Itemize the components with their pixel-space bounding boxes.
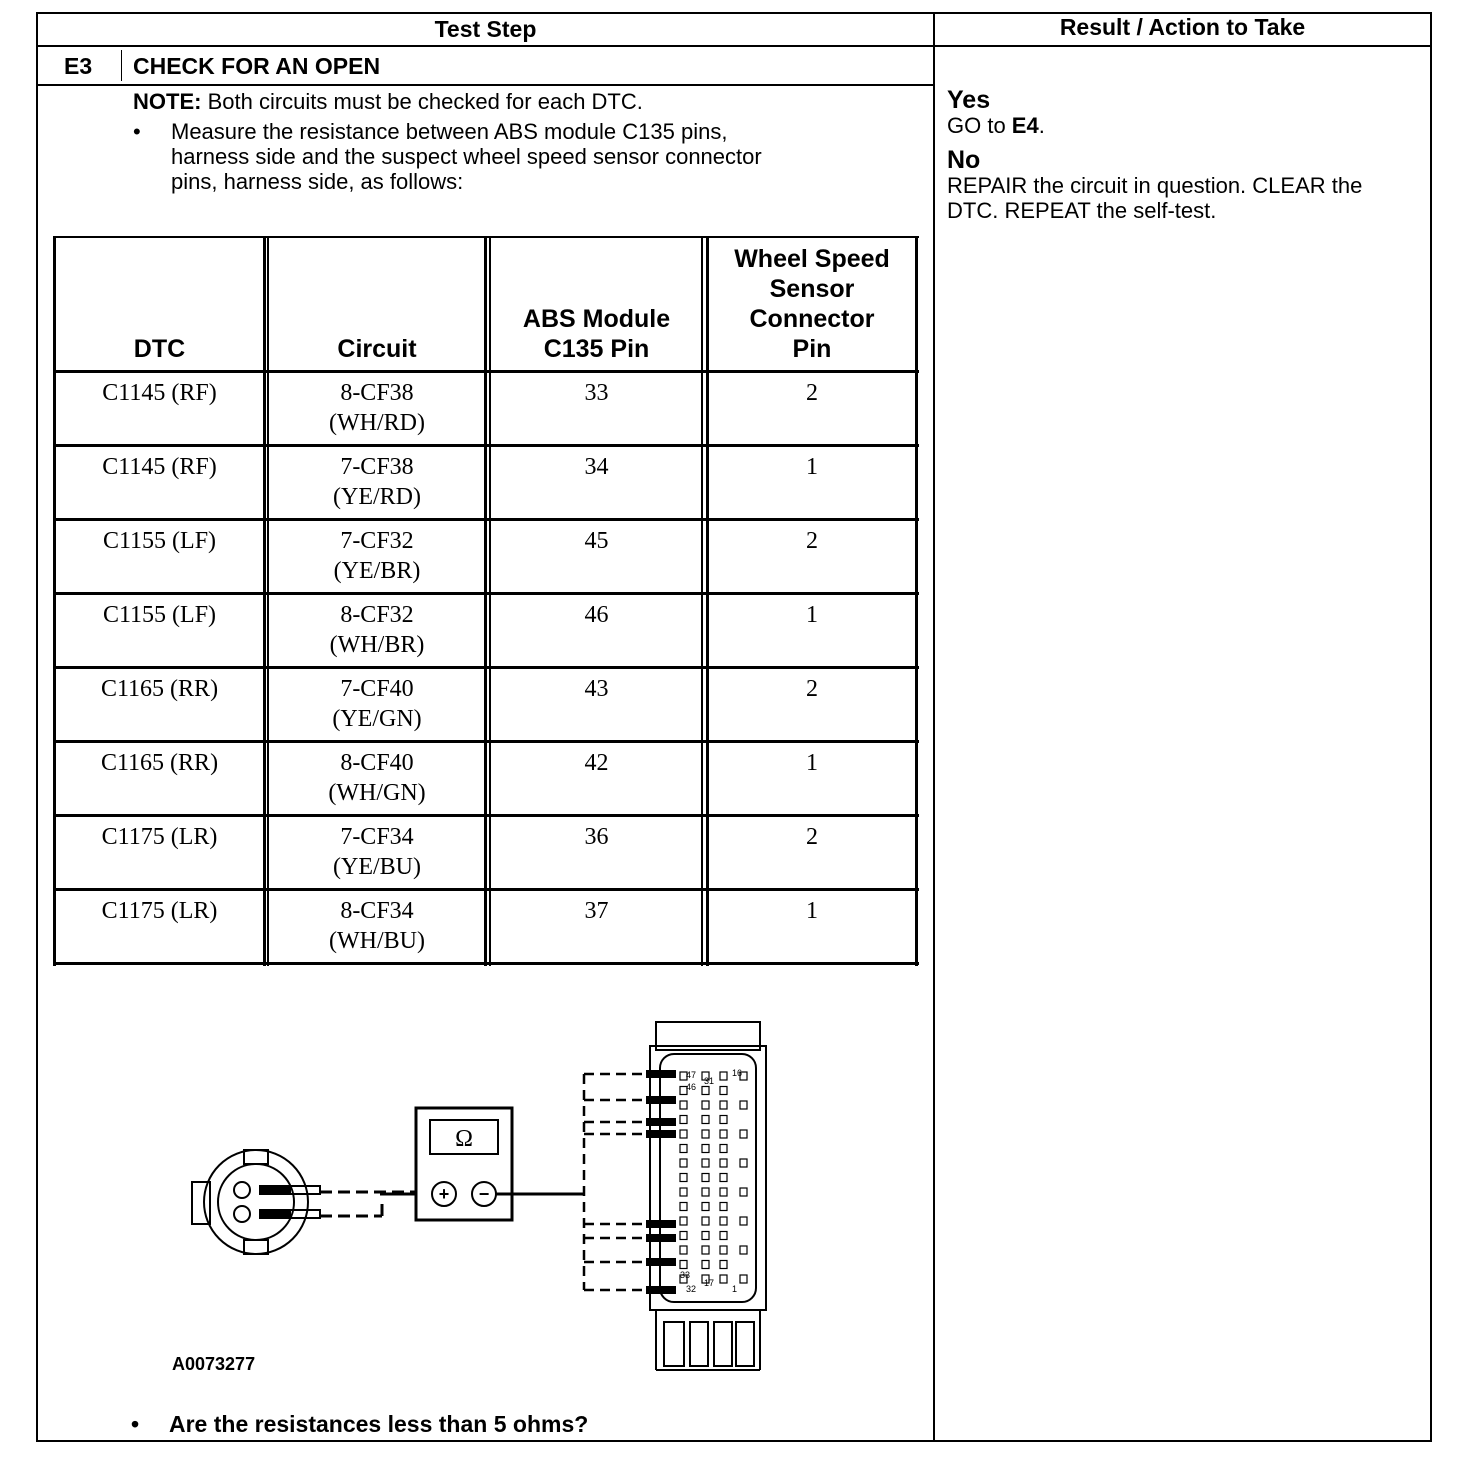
- table-row-divider: [53, 592, 919, 595]
- connector-pin: [680, 1188, 687, 1196]
- connector-pin: [702, 1232, 709, 1240]
- step-title-divider: [36, 84, 934, 86]
- cell-dtc: [56, 452, 263, 482]
- connector-pin: [720, 1116, 727, 1124]
- cell-line: (YE/GN): [332, 706, 422, 732]
- connector-pin: [680, 1145, 687, 1153]
- cell-line: (YE/BR): [333, 558, 421, 584]
- connector-pin: [680, 1174, 687, 1182]
- cell-line: (WH/GN): [328, 780, 426, 806]
- cell-line: (WH/RD): [329, 410, 425, 436]
- connector-pin: [740, 1217, 747, 1225]
- cell-line: 2: [806, 528, 818, 554]
- note-text: Both circuits must be checked for each DTC.: [207, 89, 643, 114]
- no-line-1: REPAIR the circuit in question. CLEAR the: [947, 173, 1363, 198]
- connector-pin: [702, 1246, 709, 1254]
- connector-pin: [702, 1159, 709, 1167]
- cell-line: 8-CF32: [340, 602, 414, 628]
- cell-sensor-pin: [709, 822, 915, 852]
- test-connection-diagram: [180, 1010, 800, 1380]
- table-row-divider: [53, 518, 919, 521]
- connector-pin: [720, 1275, 727, 1283]
- cell-dtc: [56, 822, 263, 852]
- cell-line: 42: [584, 750, 609, 776]
- connector-pin: [740, 1188, 747, 1196]
- cell-line: 7-CF34: [340, 824, 414, 850]
- connector-pin: [740, 1246, 747, 1254]
- cell-abs-pin: [492, 748, 701, 778]
- cell-abs-pin: [492, 600, 701, 630]
- cell-dtc: [56, 674, 263, 704]
- table-col-line-1b: [267, 236, 269, 966]
- pin-label-16: 16: [732, 1068, 743, 1078]
- connector-pin: [720, 1145, 727, 1153]
- table-row-divider: [53, 888, 919, 891]
- connector-pin: [720, 1159, 727, 1167]
- table-row-divider: [53, 740, 919, 743]
- th-sensor-line-3: Connector: [749, 305, 875, 333]
- bullet-line-2: harness side and the suspect wheel speed sensor connector: [171, 144, 762, 169]
- table-row-divider: [53, 370, 919, 373]
- th-sensor-line-2: Sensor: [769, 275, 855, 303]
- connector-pin: [680, 1130, 687, 1138]
- connector-pin: [702, 1087, 709, 1095]
- cell-line: 43: [584, 676, 609, 702]
- pin-label-46: 46: [686, 1082, 697, 1092]
- cell-circuit: [270, 748, 484, 808]
- cell-abs-pin: [492, 822, 701, 852]
- cell-line: 37: [584, 898, 609, 924]
- th-circuit: [270, 334, 484, 364]
- cell-sensor-pin: [709, 600, 915, 630]
- table-right-border: [915, 236, 918, 966]
- bullet-glyph: •: [133, 119, 141, 144]
- connector-pin: [720, 1130, 727, 1138]
- note-label: NOTE:: [133, 89, 202, 114]
- cell-sensor-pin: [709, 452, 915, 482]
- wheel-speed-sensor-connector: [192, 1150, 320, 1254]
- cell-line: C1145 (RF): [102, 454, 217, 480]
- cell-sensor-pin: [709, 378, 915, 408]
- cell-dtc: [56, 378, 263, 408]
- cell-line: 8-CF38: [340, 380, 414, 406]
- connector-pin: [720, 1203, 727, 1211]
- cell-line: 33: [584, 380, 609, 406]
- cell-line: 34: [584, 454, 609, 480]
- connector-pin: [702, 1188, 709, 1196]
- pin-label-33: 33: [680, 1270, 691, 1280]
- table-col-line-2: [484, 236, 487, 966]
- connector-pin: [702, 1101, 709, 1109]
- connector-pin: [702, 1174, 709, 1182]
- header-result-action: Result / Action to Take: [1059, 14, 1306, 40]
- cell-line: (WH/BU): [329, 928, 425, 954]
- connector-pin: [702, 1130, 709, 1138]
- connector-pin: [680, 1116, 687, 1124]
- connector-pin-grid: [680, 1072, 747, 1283]
- connector-pin: [720, 1246, 727, 1254]
- cell-dtc: [56, 896, 263, 926]
- yes-suffix: .: [1038, 113, 1045, 138]
- figure-id: A0073277: [172, 1354, 256, 1374]
- no-line-2: DTC. REPEAT the self-test.: [947, 198, 1217, 223]
- cell-line: 8-CF34: [340, 898, 414, 924]
- pin-label-31: 31: [704, 1076, 715, 1086]
- cell-line: 7-CF40: [340, 676, 414, 702]
- meter-plus-terminal: +: [438, 1184, 450, 1204]
- pin-label-1: 1: [732, 1284, 738, 1294]
- table-top-border: [53, 236, 919, 238]
- step-id-divider: [121, 50, 122, 81]
- result-yes-action: [947, 113, 1045, 138]
- cell-line: 2: [806, 824, 818, 850]
- cell-sensor-pin: [709, 674, 915, 704]
- connector-pin: [740, 1159, 747, 1167]
- cell-dtc: [56, 526, 263, 556]
- connector-pin: [720, 1101, 727, 1109]
- result-no-label: No: [947, 146, 981, 174]
- connector-pin: [680, 1101, 687, 1109]
- cell-abs-pin: [492, 896, 701, 926]
- column-divider: [933, 14, 935, 1442]
- connector-pin: [720, 1261, 727, 1269]
- connector-pin: [680, 1246, 687, 1254]
- th-abs-pin: [492, 304, 701, 364]
- cell-dtc: [56, 748, 263, 778]
- cell-line: 36: [584, 824, 609, 850]
- ohm-symbol: Ω: [455, 1126, 473, 1152]
- cell-line: 1: [806, 454, 818, 480]
- cell-line: 1: [806, 750, 818, 776]
- step-id: E3: [64, 53, 93, 79]
- cell-line: 1: [806, 602, 818, 628]
- pin-label-32: 32: [686, 1284, 697, 1294]
- cell-line: 8-CF40: [340, 750, 414, 776]
- cell-sensor-pin: [709, 526, 915, 556]
- table-bottom-border: [53, 962, 919, 965]
- pin-label-47: 47: [686, 1070, 697, 1080]
- table-row-divider: [53, 814, 919, 817]
- connector-pin: [740, 1101, 747, 1109]
- cell-abs-pin: [492, 378, 701, 408]
- connector-pin: [740, 1130, 747, 1138]
- connector-pin: [720, 1072, 727, 1080]
- yes-prefix: GO to: [947, 113, 1012, 138]
- connector-pin: [720, 1087, 727, 1095]
- pin-label-17: 17: [704, 1278, 715, 1288]
- cell-line: (WH/BR): [329, 632, 425, 658]
- header-divider: [36, 45, 1432, 47]
- connector-pin: [680, 1217, 687, 1225]
- cell-dtc: [56, 600, 263, 630]
- connector-pin: [740, 1275, 747, 1283]
- connector-pin: [720, 1217, 727, 1225]
- cell-abs-pin: [492, 526, 701, 556]
- connector-pin: [702, 1217, 709, 1225]
- th-circuit-line: Circuit: [337, 335, 417, 363]
- th-dtc: [56, 334, 263, 364]
- cell-line: C1175 (LR): [101, 898, 218, 924]
- cell-circuit: [270, 452, 484, 512]
- cell-circuit: [270, 378, 484, 438]
- meter-minus-terminal: −: [478, 1184, 490, 1204]
- cell-line: 2: [806, 380, 818, 406]
- bullet-line-1: Measure the resistance between ABS module C135 pins,: [171, 119, 728, 144]
- connector-pin: [702, 1145, 709, 1153]
- bullet-text: [171, 119, 762, 194]
- connector-pin: [720, 1174, 727, 1182]
- connector-pin: [680, 1159, 687, 1167]
- th-abs-line-2: C135 Pin: [543, 335, 650, 363]
- note: [133, 89, 643, 114]
- cell-line: C1165 (RR): [100, 676, 219, 702]
- th-abs-line-1: ABS Module: [522, 305, 671, 333]
- table-row-divider: [53, 666, 919, 669]
- cell-line: C1165 (RR): [100, 750, 219, 776]
- cell-circuit: [270, 822, 484, 882]
- cell-sensor-pin: [709, 896, 915, 926]
- cell-line: C1155 (LF): [102, 528, 217, 554]
- yes-target: E4: [1011, 113, 1039, 138]
- module-test-leads: [584, 1074, 650, 1290]
- cell-line: (YE/RD): [333, 484, 421, 510]
- connector-pin: [680, 1232, 687, 1240]
- table-row-divider: [53, 444, 919, 447]
- cell-sensor-pin: [709, 748, 915, 778]
- cell-circuit: [270, 896, 484, 956]
- connector-pin: [680, 1261, 687, 1269]
- resistance-table: [53, 236, 919, 968]
- connector-pin: [702, 1116, 709, 1124]
- th-dtc-line: DTC: [133, 335, 186, 363]
- sensor-test-leads: [320, 1192, 416, 1216]
- cell-circuit: [270, 674, 484, 734]
- connector-pin: [702, 1261, 709, 1269]
- cell-circuit: [270, 526, 484, 586]
- bullet-line-3: pins, harness side, as follows:: [171, 169, 464, 194]
- table-col-line-3: [701, 236, 703, 966]
- cell-line: 1: [806, 898, 818, 924]
- header-test-step: Test Step: [434, 16, 537, 42]
- table-col-line-1: [263, 236, 266, 966]
- th-sensor-pin: [709, 244, 915, 364]
- th-sensor-line-4: Pin: [792, 335, 832, 363]
- cell-line: 46: [584, 602, 609, 628]
- connector-pin: [720, 1188, 727, 1196]
- result-yes-label: Yes: [947, 86, 991, 114]
- cell-line: 45: [584, 528, 609, 554]
- cell-abs-pin: [492, 452, 701, 482]
- connector-pin: [680, 1203, 687, 1211]
- cell-abs-pin: [492, 674, 701, 704]
- cell-line: C1155 (LF): [102, 602, 217, 628]
- cell-line: 7-CF38: [340, 454, 414, 480]
- connector-pin: [720, 1232, 727, 1240]
- cell-line: 7-CF32: [340, 528, 414, 554]
- cell-line: 2: [806, 676, 818, 702]
- cell-circuit: [270, 600, 484, 660]
- cell-line: (YE/BU): [333, 854, 421, 880]
- ohmmeter: [416, 1108, 512, 1220]
- step-title: CHECK FOR AN OPEN: [133, 53, 381, 79]
- table-col-line-2b: [489, 236, 491, 966]
- question-bullet: •: [131, 1411, 140, 1437]
- result-no-action: [947, 173, 1431, 223]
- th-sensor-line-1: Wheel Speed: [734, 245, 890, 273]
- question-text: Are the resistances less than 5 ohms?: [169, 1411, 589, 1437]
- cell-line: C1145 (RF): [102, 380, 217, 406]
- cell-line: C1175 (LR): [101, 824, 218, 850]
- connector-pin: [702, 1203, 709, 1211]
